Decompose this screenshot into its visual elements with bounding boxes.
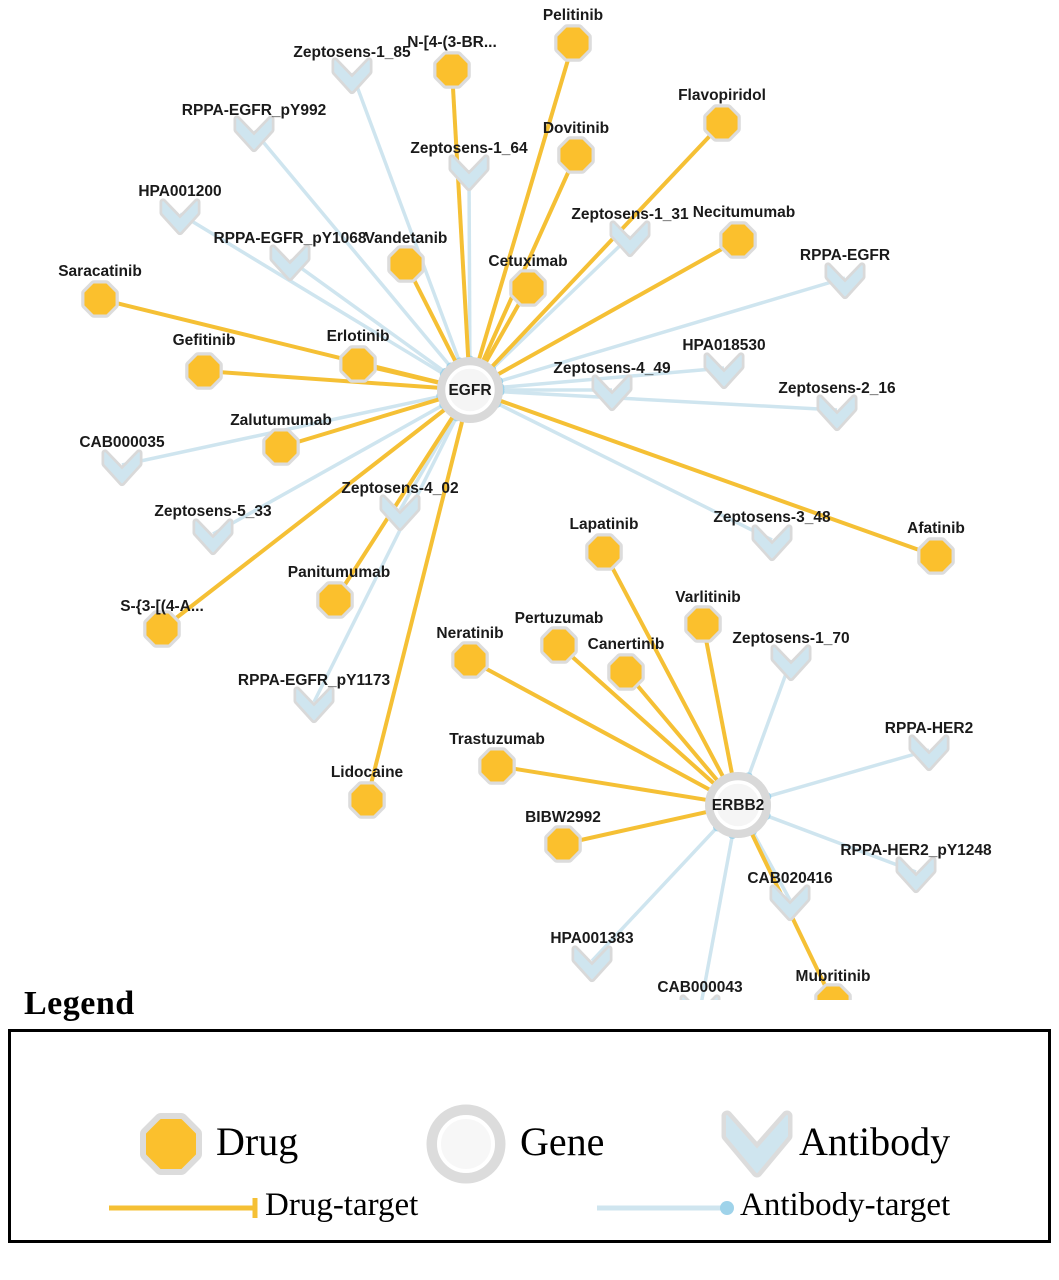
graph-edge <box>479 43 573 361</box>
graph-edge <box>767 750 929 797</box>
drug-label: Flavopiridol <box>678 87 766 105</box>
legend-antibody-edge <box>597 1201 734 1215</box>
drug-node-fill <box>147 614 177 644</box>
drug-label: Afatinib <box>907 520 965 538</box>
graph-edge <box>491 123 722 368</box>
label-layer <box>58 7 992 996</box>
drug-node-fill <box>707 108 737 138</box>
drug-node-fill <box>343 349 373 379</box>
drug-label: Canertinib <box>587 636 665 654</box>
legend <box>0 985 1059 1243</box>
drug-node-fill <box>921 541 951 571</box>
drug-label: Necitumumab <box>692 204 796 222</box>
graph-edge <box>314 417 457 702</box>
drug-label: Vandetanib <box>364 230 448 248</box>
drug-label: S-{3-[(4-A... <box>120 598 204 616</box>
antibody-label: Zeptosens-1_31 <box>571 206 689 224</box>
drug-label: BIBW2992 <box>525 809 601 827</box>
antibody-label: Zeptosens-2_16 <box>778 380 896 398</box>
graph-edge <box>498 400 936 556</box>
legend-antibody-icon <box>727 1116 787 1172</box>
drug-label: Trastuzumab <box>449 731 545 749</box>
drug-label: Mubritinib <box>795 968 871 986</box>
drug-label: Lapatinib <box>569 516 639 534</box>
legend-label-gene: Gene <box>520 1119 605 1164</box>
antibody-label: CAB000043 <box>657 979 743 997</box>
antibody-label: Zeptosens-1_70 <box>732 630 850 648</box>
drug-node-fill <box>266 432 296 462</box>
graph-edge <box>626 672 719 782</box>
antibody-label: CAB020416 <box>747 870 833 888</box>
gene-label: ERBB2 <box>711 797 765 815</box>
drug-node-fill <box>352 785 382 815</box>
drug-label: Panitumumab <box>287 564 391 582</box>
drug-label: Neratinib <box>436 625 504 643</box>
antibody-label: CAB000035 <box>79 434 165 452</box>
drug-node-fill <box>455 645 485 675</box>
antibody-label: Zeptosens-5_33 <box>154 503 272 521</box>
legend-gene-icon <box>433 1111 499 1177</box>
drug-node-fill <box>723 225 753 255</box>
legend-label-antibody-target: Antibody-target <box>740 1187 951 1223</box>
gene-label: EGFR <box>448 382 492 400</box>
antibody-label: RPPA-HER2 <box>884 720 974 738</box>
legend-title: Legend <box>24 985 135 1022</box>
legend-label-antibody: Antibody <box>799 1119 951 1164</box>
antibody-label: Zeptosens-1_64 <box>410 140 528 158</box>
antibody-label: RPPA-EGFR_pY1068 <box>213 230 367 248</box>
drug-node-fill <box>561 140 591 170</box>
legend-box <box>8 1029 1051 1243</box>
graph-edge <box>703 624 732 776</box>
drug-label: Varlitinib <box>675 589 741 607</box>
antibody-label: Zeptosens-1_85 <box>293 44 411 62</box>
legend-label-drug: Drug <box>216 1119 299 1164</box>
graph-edge <box>499 278 845 381</box>
drug-node-fill <box>688 609 718 639</box>
legend-label-drug-target: Drug-target <box>265 1187 419 1223</box>
drug-label: Pertuzumab <box>514 610 604 628</box>
drug-node-fill <box>320 585 350 615</box>
drug-label: Erlotinib <box>326 328 390 346</box>
drug-label: Lidocaine <box>330 764 404 782</box>
antibody-label: RPPA-EGFR_pY992 <box>181 102 327 120</box>
drug-node-fill <box>391 249 421 279</box>
drug-label: N-[4-(3-BR... <box>407 34 497 52</box>
drug-node-fill <box>611 657 641 687</box>
drug-node-fill <box>544 630 574 660</box>
legend-drug-edge <box>109 1198 255 1218</box>
drug-node-fill <box>437 55 467 85</box>
graph-edge <box>452 70 468 360</box>
drug-node-fill <box>548 829 578 859</box>
antibody-label: HPA018530 <box>682 337 766 355</box>
graph-edge <box>700 834 733 1000</box>
drug-node-fill <box>189 356 219 386</box>
antibody-label: Zeptosens-4_49 <box>553 360 671 378</box>
graph-edge <box>469 170 470 360</box>
drug-node-fill <box>513 273 543 303</box>
drug-label: Cetuximab <box>488 253 568 271</box>
antibody-label: HPA001200 <box>138 183 222 201</box>
drug-label: Dovitinib <box>542 120 610 138</box>
antibody-label: RPPA-EGFR <box>799 247 891 265</box>
antibody-label: HPA001383 <box>550 930 634 948</box>
drug-label: Zalutumumab <box>230 412 332 430</box>
antibody-label: RPPA-HER2_pY1248 <box>840 842 992 860</box>
drug-label: Gefitinib <box>172 332 236 350</box>
antibody-label: Zeptosens-4_02 <box>341 480 459 498</box>
drug-node-fill <box>85 284 115 314</box>
drug-node-fill <box>482 751 512 781</box>
antibody-label: Zeptosens-3_48 <box>713 509 831 527</box>
drug-label: Pelitinib <box>542 7 604 25</box>
legend-drug-icon <box>147 1120 195 1168</box>
drug-node-fill <box>558 28 588 58</box>
drug-label: Saracatinib <box>58 263 142 281</box>
drug-node-fill <box>589 537 619 567</box>
antibody-label: RPPA-EGFR_pY1173 <box>237 672 391 690</box>
graph-edge <box>748 660 791 777</box>
